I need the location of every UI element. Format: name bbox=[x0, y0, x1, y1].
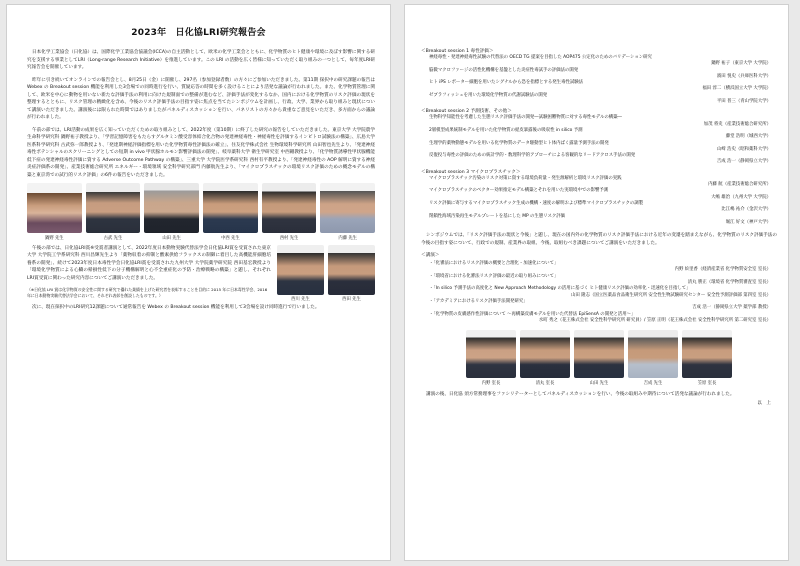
talk-speaker: 鍋野 祐子（東京大学 大学院） bbox=[711, 61, 771, 67]
talk-speaker: 比江嶋 祐介（金沢大学） bbox=[721, 207, 771, 213]
session3-talk bbox=[429, 188, 777, 201]
photo-caption: 内藤 先生 bbox=[338, 235, 357, 241]
session3-talk bbox=[429, 214, 777, 227]
overview-paragraph: 昨年に引き続いてオンラインでの報告会とし、8月25日（金）に開催し、297名（参加登録者数）の方々にご参加いただきました。第11期 探択中の研究課題の報告は Webex の Breakout session 機能を利用した3会場での同時進行を行い、質疑応答の時間を多く設けることにより活発な議論が行われました。また、化学物質管理に関して、欧米を中心に動物を用いない新たな評価手法の利用に向けた規制面での整備が進むなど、評価手法が変化するなか、国内における化学物質のリスク評価の現状を整理するとともに、リスク管理の精緻化を含め、今後のリスク評価手法の目指す姿に焦点を当てたシンポジウムを計画し、行政、大学、業界から取り組みと現状について講演いただきました。講演後には限られた時間ではありましたがパネルディスカッションを行い、パネリストの方々から貴重なご意見をいただき、多方面からの議論が行われました。 bbox=[27, 77, 375, 120]
session1-talk bbox=[429, 68, 777, 81]
talk-speaker: 藤堂 浩明（城西大学） bbox=[725, 134, 771, 140]
symposium-paragraph: シンポジウムでは、「リスク評価手法の現状と今後」と題し、現在の国内外の化学物質のリスク評価手法における近年の変遷を踏まえながら、化学物質のリスク評価手法の今後の目指す姿について、行政での規制、産業界の取組、今後、取組むべき課題についてご講演をいただきました。 bbox=[421, 233, 777, 246]
lecture-item bbox=[421, 274, 777, 287]
award-section bbox=[27, 245, 375, 305]
photo-caption: 山田 先生 bbox=[589, 380, 609, 386]
talk-title: ヒト iPS レポーター細胞を用いたシグナルから恐を指標とする発生毒性試験法 bbox=[429, 80, 584, 86]
session2-talk bbox=[429, 141, 777, 154]
lecture-speaker: 山田 隆志（国立医薬品食品衛生研究所 安全性生物試験研究センター 安全性予測評価部 第四室 室長） bbox=[571, 292, 771, 298]
talk-speaker: 濱田 悦史（兵庫医科大学） bbox=[716, 73, 771, 79]
lecture-item bbox=[421, 261, 777, 274]
lecturer-portrait bbox=[682, 330, 732, 378]
session2-heading: ＜Breakout session 2 予測技術、その他＞ bbox=[421, 109, 512, 115]
session3-talk bbox=[429, 201, 777, 214]
session1-talk bbox=[429, 80, 777, 93]
talk-speaker: 山崎 浩史（昭和薬科大学） bbox=[716, 146, 771, 152]
speaker-portrait bbox=[86, 183, 141, 233]
left-column bbox=[27, 49, 375, 317]
speaker-portrait bbox=[203, 183, 258, 233]
lecture-speaker: 水町 秀之（花王株式会社 安全性科学研究所 研究員）/ 笠原 正明（花王株式会社 安全性科学研究所 第二研究室 室長） bbox=[538, 317, 771, 323]
award-paragraph: 午後の部では、日化協LRI賞※受賞者講演として、2022年度日本動物実験代替法学会日化協LRI賞を受賞された東京大学 大学院工学系研究科 西川昌輝先生より「薬物収着の抑制と酸素供給フラックスの制御に着目した高機能肝細胞培養系の開発」、続けて2023年度日本毒性学会日化協LRI賞を受賞された九州大学 大学院薬学研究院 西田基宏教授より「環境化学物質による心臓の帰損性低下の分子機構解明と心不全重症化の予防・治療戦略の構築」と題し、それぞれ LRI賞受賞に関わった研究内容についてご講演いただきました。 bbox=[27, 245, 271, 281]
lecturer-portrait bbox=[520, 330, 570, 378]
talk-title: リスク評価に寄与するマイクロプラスチック生成の機構・速度の解明および標準マイクロプラスチックの調製 bbox=[429, 200, 644, 206]
lecturer-photo bbox=[628, 330, 678, 386]
talk-title: 2層模型成果統制モデルを用いた化学物質の経皮暴露後の吸収性 in silico 予測 bbox=[429, 127, 583, 133]
session2-talk bbox=[429, 153, 777, 166]
session1-heading: ＜Breakout session 1 毒性評価＞ bbox=[421, 49, 494, 54]
lecture-item bbox=[421, 299, 777, 312]
talk-speaker: 大嶋 雄治（九州大学 大学院） bbox=[711, 194, 771, 200]
photo-caption: 内野 室長 bbox=[481, 380, 501, 386]
award-speakers-photos bbox=[277, 245, 375, 305]
left-page bbox=[6, 4, 391, 561]
speaker-portrait bbox=[328, 245, 375, 295]
session1-talk bbox=[429, 55, 777, 68]
end-mark: 以 上 bbox=[757, 401, 771, 407]
speaker-photo bbox=[320, 183, 375, 241]
lecture-title: ・「アカデミアにおけるリスク評価手法開発研究」 bbox=[429, 298, 528, 304]
lecturer-portrait bbox=[466, 330, 516, 378]
talk-title: ゼブラフィッシュを用いた環境化学物質の代謝試験法の開発 bbox=[429, 92, 548, 98]
talk-title: 生物科学知能性を考慮した生態リスク評価手法の開発―試験困難物質に対する毒性モデルの構築― bbox=[429, 115, 622, 121]
talk-title: 脳微マクロファージの活性化機構を基盤とした炎症性毒試手の評価法の開発 bbox=[429, 67, 579, 73]
page-title: 2023年 日化協LRI研究報告会 bbox=[131, 28, 266, 38]
session2-talk bbox=[429, 115, 777, 128]
talk-speaker: 加茂 将史（産業技術総合研究所） bbox=[703, 121, 771, 127]
session1-talk bbox=[429, 93, 777, 106]
speaker-portrait bbox=[320, 183, 375, 233]
session3-talk bbox=[429, 176, 777, 189]
lectures-heading: ＜講演＞ bbox=[421, 253, 440, 259]
photo-caption: 西村 先生 bbox=[279, 235, 299, 241]
right-column bbox=[421, 45, 777, 406]
lecture-title: ・「In silico 予測手法の高度化と New Approach Methodology の活用に基づく ヒト健康リスク評価の効率化・迅速化を目指して」 bbox=[429, 286, 691, 292]
talk-title: マイクロプラスチック汚染のリスク対策に資する環境負荷量・発生源解析と環境リスク評価の実践 bbox=[429, 175, 622, 181]
speaker-photo bbox=[27, 183, 82, 241]
photo-caption: 鍋野 先生 bbox=[45, 235, 64, 241]
lecture-item bbox=[421, 312, 777, 325]
lecture-speaker: 清丸 勝正（環境省 化学物質審査室 室長） bbox=[687, 280, 771, 286]
lecturer-photos bbox=[421, 330, 777, 386]
lecture-speaker: 内野 絵里香（経済産業省 化学物質安全室 室長） bbox=[674, 267, 771, 273]
speaker-portrait bbox=[262, 183, 317, 233]
award-note: （※日化協 LRI 賞は化学物質の安全性に関する研究で優れた業績を上げた研究者を表彰することを目的に 2015 年に日本毒性学会、2016 年に日本動物実験代替法学会において、それぞれ表彰を創設したものです。） bbox=[27, 287, 268, 298]
talk-speaker: 堀江 好文（神戸大学） bbox=[725, 219, 771, 225]
speaker-portrait bbox=[144, 183, 199, 233]
lecturer-portrait bbox=[574, 330, 624, 378]
photo-caption: 山田 先生 bbox=[162, 235, 181, 241]
right-page bbox=[404, 4, 789, 561]
talk-speaker: 内藤 航（産業技術総合研究所） bbox=[708, 182, 771, 188]
speaker-portrait bbox=[27, 183, 82, 233]
lecturer-photo bbox=[574, 330, 624, 386]
speaker-photo bbox=[203, 183, 258, 241]
lecture-item bbox=[421, 286, 777, 299]
speaker-photo bbox=[144, 183, 199, 241]
speaker-portrait bbox=[277, 245, 324, 295]
morning-speakers-photos bbox=[27, 183, 375, 241]
lecturer-photo bbox=[520, 330, 570, 386]
lecture-title: ・「化審法におけるリスク評価の概要と合理化・加速化について」 bbox=[429, 261, 559, 267]
closing-paragraph: 講演の後、日化協 須方常務理事をファシリテーターとしてパネルディスカッションを行い、今後の取組みや期待について活発な議論が行われました。 bbox=[426, 391, 735, 397]
speaker-photo bbox=[277, 245, 324, 305]
speaker-photo bbox=[328, 245, 375, 305]
talk-speaker: 平田 普三（青山学院大学） bbox=[716, 99, 771, 105]
morning-session-paragraph: 午前の部では、LRI活動の成果を広く知っていただくための取り組みとして、2022年度（第10期）に終了した研究の報告をしていただきました。東京大学 大学院農学生命科学研究科 鍋野祐子教授より、「学習記憶障害をもたらすグルタミン酸受容体結合化合物の発達神経毒性・神経毒性を評価するインビトロ試験法の構築」、広島大学 医系科学研究科 古武弥一郎教授より、「発達期神経評価指標を用いた化学物質毒性評価法の確立」、住友化学株式会社 生物環境科学研究所 山田智也先生より、「発達神経毒性ポテンシャルのスクリーニングとしての短期 in vivo 甲状腺ホルモン影響評価法の開発」、岐阜薬科大学 衛生学研究室 中西剛教授より、「化学物質誘導性甲状腺機能低下症の発達神経毒性評価に資する Adverse Outcome Pathway の構築」、三重大学 大学院医学系研究科 西村有平教授より、「発達神経毒性の AOP 解明に資する神経炎症評価系の開発」、産業技術総合研究所 エネルギー・環境領域 安全科学研究部門 内藤航先生より、「マイクロプラスチックの環境リスク評価のための概念モデルの構築と東京湾での試行的リスク評価」の6件の報告をいただきました。 bbox=[27, 127, 375, 178]
speaker-photo bbox=[262, 183, 317, 241]
photo-caption: 西田 先生 bbox=[342, 297, 361, 302]
photo-caption: 笠原 室長 bbox=[697, 380, 717, 386]
photo-caption: 吉成 先生 bbox=[643, 380, 663, 386]
speaker-photo bbox=[86, 183, 141, 241]
talk-speaker: 吉成 浩一（静岡県立大学） bbox=[716, 159, 771, 165]
photo-caption: 古武 先生 bbox=[103, 235, 123, 241]
talk-title: 生理学的薬物動態モデルを用いる化学物質のデータ駆動型ヒト体内ばく露量予測手法の開発 bbox=[429, 140, 609, 146]
talk-title: 閉鎖性海域汚染再生モデルプレートを基にした MP の生態リスク評価 bbox=[429, 213, 566, 219]
lecturer-photo bbox=[466, 330, 516, 386]
lecture-title: ・「環境省における化審法リスク評価の最近の取り組みについて」 bbox=[429, 273, 559, 279]
talk-title: マイクロプラスチックのベクター効果推定モデル構築とそれを用いた実環境中での影響予測 bbox=[429, 188, 609, 194]
session2-talk bbox=[429, 128, 777, 141]
photo-caption: 西川 先生 bbox=[291, 297, 310, 302]
lecture-speaker: 吉成 浩一（静岡県立大学 薬学部 教授） bbox=[692, 305, 771, 311]
photo-caption: 中西 先生 bbox=[221, 235, 240, 241]
talk-title: 神経毒性・発達神経毒性試験の代替法の OECD TG 提案を目指した AOP475 公定化のためのバリデーション研究 bbox=[429, 55, 652, 60]
session3-heading: ＜Breakout session 3 マイクロプラスチック＞ bbox=[421, 169, 521, 175]
talk-speaker: 福田 淳二（横浜国立大学 大学院） bbox=[702, 86, 771, 92]
photo-caption: 清丸 室長 bbox=[535, 380, 555, 386]
lecturer-photo bbox=[682, 330, 732, 386]
talk-title: 反復投与毒性の評価のための統計学的・数理科学的アプローチによる客観的なリードアクロス手法の開発 bbox=[429, 153, 636, 159]
award-text bbox=[27, 245, 271, 305]
lecturer-portrait bbox=[628, 330, 678, 378]
lecture-list bbox=[421, 261, 777, 324]
breakout-intro-paragraph: 次に、現在探択中のLRI研究12課題について通常報告を Webex の Breakout session 機能を利用して3会場を設け同時進行で行いました。 bbox=[32, 305, 320, 311]
intro-paragraph: 日本化学工業協会（日化協）は、国際化学工業協会協議会(ICCA)の自主活動として、欧米の化学工業会とともに、化学物質のヒト健康や環境に及ぼす影響に関する研究を支援する事業としてLRI（Long-range Research Initiative）を推進しています。この LRI の活動を広く皆様に知っていただく取り組みの一つとして、毎年度LRI研究報告会を開催しています。 bbox=[27, 50, 375, 70]
lecture-title: ・「化学物質の皮膚感作性評価について ～再構築皮膚モデルを用いた代替法 EpiSensA の開発と活用～」 bbox=[429, 311, 636, 317]
